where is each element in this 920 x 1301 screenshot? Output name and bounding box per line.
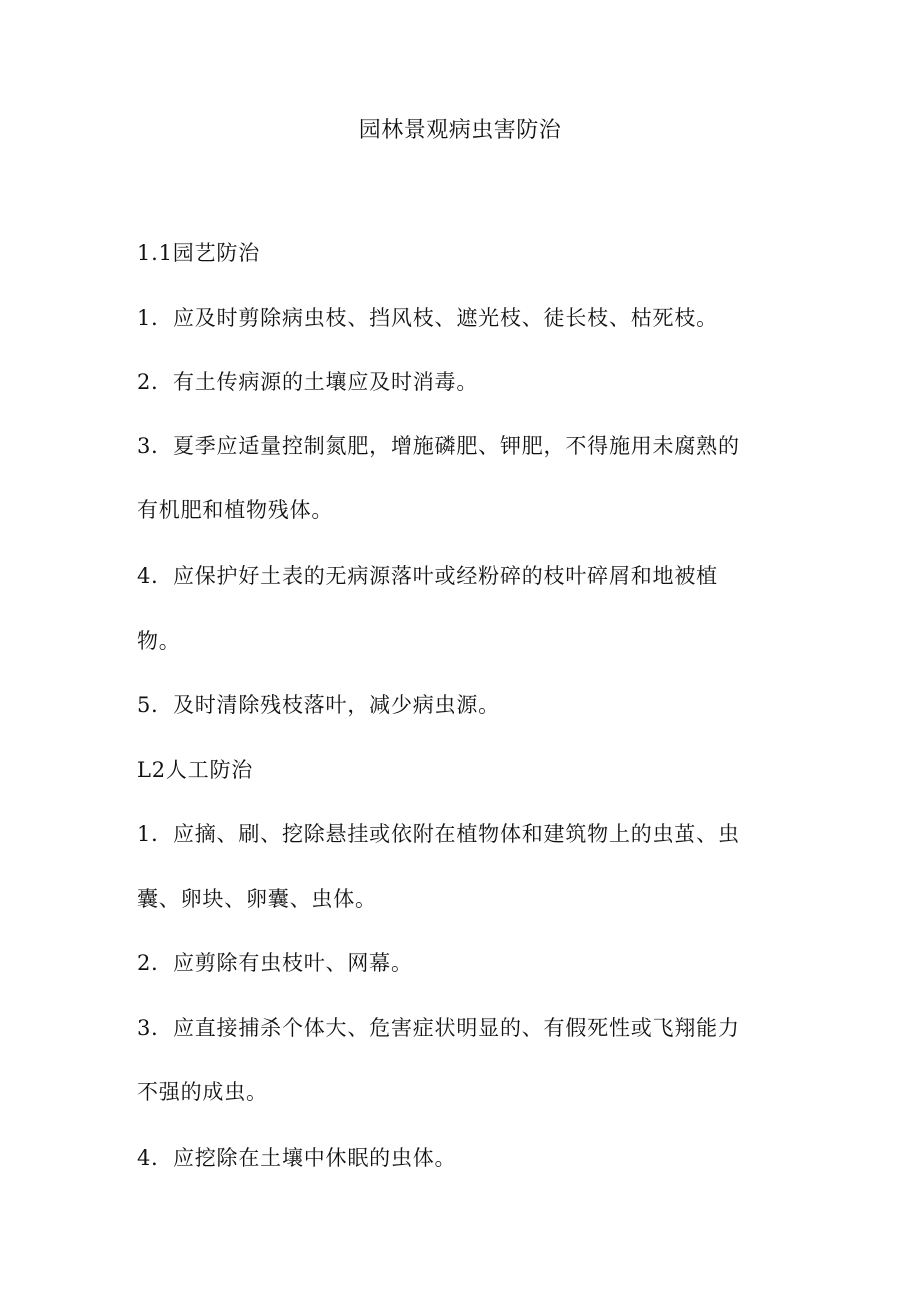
paragraph-line: 2．应剪除有虫枝叶、网幕。 — [137, 951, 413, 975]
paragraph-line: 有机肥和植物残体。 — [137, 498, 334, 522]
paragraph-line: 物。 — [137, 629, 181, 653]
paragraph-line: 3．夏季应适量控制氮肥，增施磷肥、钾肥，不得施用未腐熟的 — [137, 434, 740, 458]
paragraph-line: 1．应摘、刷、挖除悬挂或依附在植物体和建筑物上的虫茧、虫 — [137, 822, 740, 846]
paragraph-line: 2．有土传病源的土壤应及时消毒。 — [137, 370, 479, 394]
section-heading-manual-control: L2人工防治 — [137, 758, 254, 782]
paragraph-line: 4．应保护好土表的无病源落叶或经粉碎的枝叶碎屑和地被植 — [137, 564, 718, 588]
paragraph-line: 4．应挖除在土壤中休眠的虫体。 — [137, 1146, 457, 1170]
document-title: 园林景观病虫害防治 — [358, 118, 562, 143]
section-heading-horticultural-control: 1.1园艺防治 — [137, 241, 260, 265]
paragraph-line: 1．应及时剪除病虫枝、挡风枝、遮光枝、徒长枝、枯死枝。 — [137, 306, 718, 330]
paragraph-line: 不强的成虫。 — [137, 1080, 268, 1104]
paragraph-line: 3．应直接捕杀个体大、危害症状明显的、有假死性或飞翔能力 — [137, 1016, 740, 1040]
paragraph-line: 囊、卵块、卵囊、虫体。 — [137, 887, 377, 911]
paragraph-line: 5．及时清除残枝落叶，减少病虫源。 — [137, 693, 500, 717]
